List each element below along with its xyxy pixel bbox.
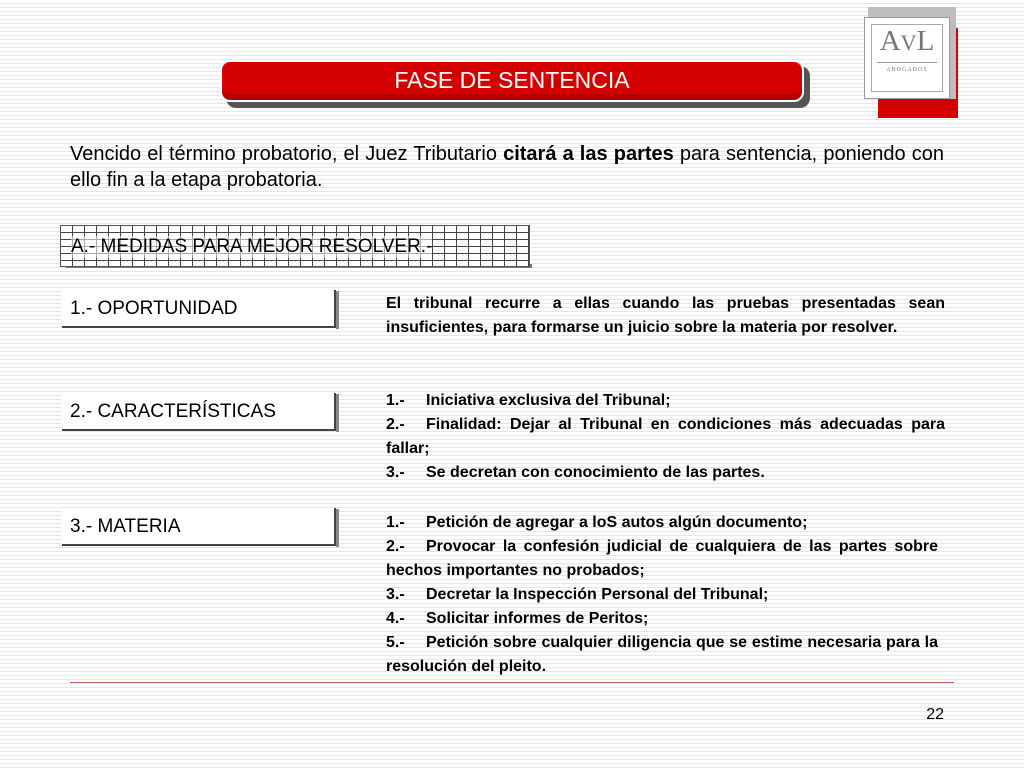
list-item [386, 631, 938, 679]
item-text: Iniciativa exclusiva del Tribunal; [426, 392, 671, 409]
list-item [386, 413, 945, 461]
intro-bold: citará a las partes [503, 143, 674, 165]
avl-logo [864, 17, 950, 99]
materia-list [386, 511, 945, 679]
item-text: Decretar la Inspección Personal del Tribunal; [426, 586, 769, 603]
item-text: Petición de agregar a loS autos algún documento; [426, 514, 808, 531]
item-number: 3.- [386, 464, 405, 481]
intro-text-1: Vencido el término probatorio, el Juez Tributario [70, 143, 504, 165]
section-heading-text: A.- MEDIDAS PARA MEJOR RESOLVER.- [71, 236, 433, 257]
item-text: Se decretan con conocimiento de las partes. [426, 464, 765, 481]
logo-mark [865, 26, 949, 58]
logo-divider [877, 62, 937, 63]
logo-letter-l: L [916, 25, 935, 57]
item-number: 2.- [386, 538, 405, 555]
list-item [386, 389, 945, 413]
list-item [386, 535, 938, 583]
label-shadow [336, 291, 339, 329]
item-number: 1.- [386, 514, 405, 531]
item-number: 1.- [386, 392, 405, 409]
section-heading [60, 225, 530, 267]
list-item [386, 583, 938, 607]
logo-letter-v: V [900, 30, 917, 55]
footer-divider [70, 682, 954, 683]
label-caracteristicas: 2.- CARACTERÍSTICAS [62, 393, 336, 431]
label-oportunidad: 1.- OPORTUNIDAD [62, 290, 336, 328]
label-shadow [336, 509, 339, 547]
slide-title: FASE DE SENTENCIA [220, 60, 804, 102]
caracteristicas-list [386, 389, 945, 485]
page-number: 22 [926, 706, 944, 723]
item-text: Petición sobre cualquier diligencia que se estime necesaria para la resolución del pleito. [386, 634, 938, 675]
label-materia: 3.- MATERIA [62, 508, 336, 546]
item-text: Solicitar informes de Peritos; [426, 610, 649, 627]
item-number: 3.- [386, 586, 405, 603]
item-number: 4.- [386, 610, 405, 627]
list-item [386, 511, 938, 535]
item-number: 2.- [386, 416, 405, 433]
label-shadow [336, 394, 339, 432]
list-item [386, 461, 945, 485]
item-text: Finalidad: Dejar al Tribunal en condiciones más adecuadas para fallar; [386, 416, 945, 457]
logo-subtitle: ABOGADOS [886, 67, 928, 73]
list-item [386, 607, 938, 631]
intro-paragraph [70, 141, 944, 193]
oportunidad-text: El tribunal recurre a ellas cuando las pruebas presentadas sean insuficientes, para formarse un juicio sobre la materia por resolver. [386, 295, 945, 336]
item-number: 5.- [386, 634, 405, 651]
item-text: Provocar la confesión judicial de cualquiera de las partes sobre hechos importantes no probados; [386, 538, 938, 579]
intro-text-2: para sentencia, poniendo con ello fin a la etapa probatoria. [70, 143, 944, 191]
logo-letter-a: A [879, 25, 901, 57]
